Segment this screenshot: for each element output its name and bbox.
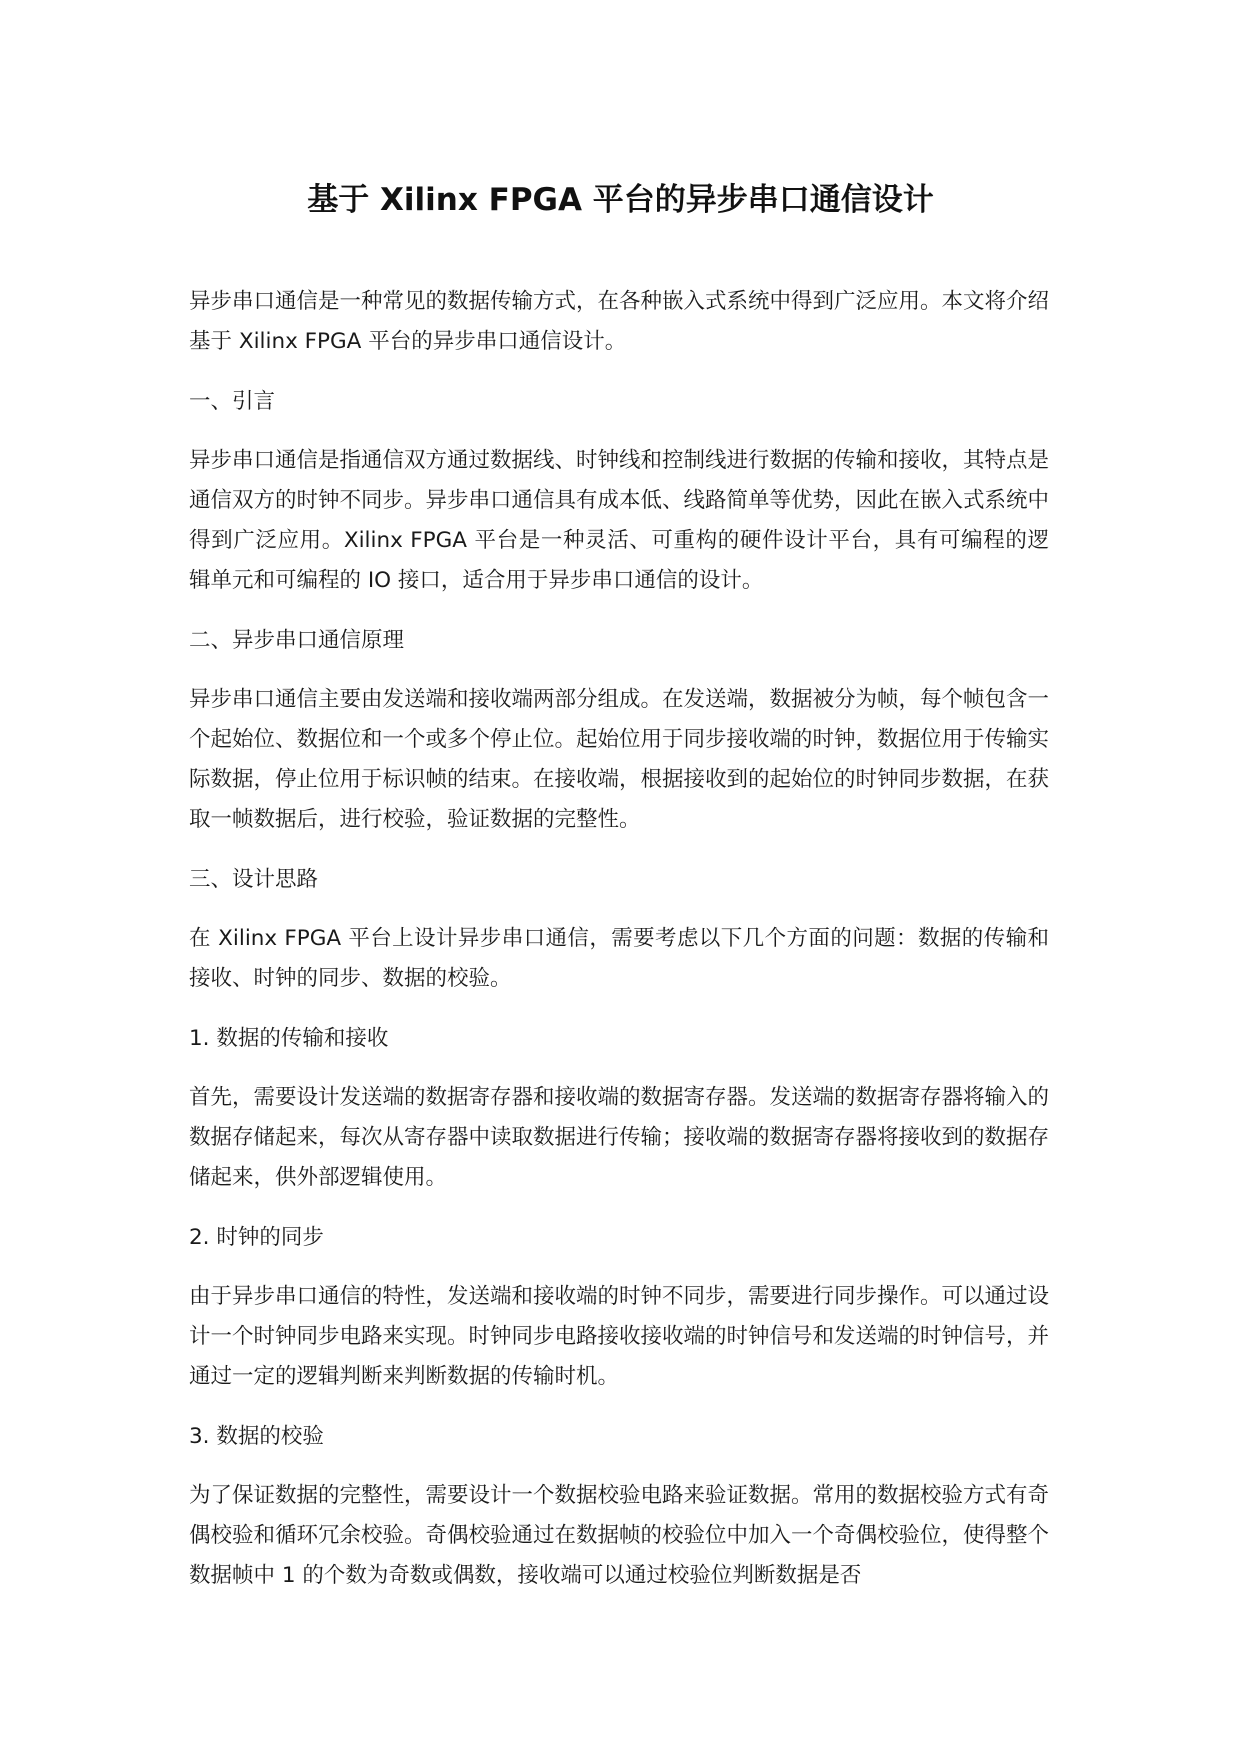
section-heading-introduction: 一、引言 <box>189 389 276 414</box>
document-body <box>189 282 1049 1616</box>
clock-sync-paragraph: 由于异步串口通信的特性，发送端和接收端的时钟不同步，需要进行同步操作。可以通过设计一个时钟同步电路来实现。时钟同步电路接收接收端的时钟信号和发送端的时钟信号，并通过一定的逻辑判断来判断数据的传输时机。 <box>189 1284 1050 1389</box>
subsection-heading-transfer: 1. 数据的传输和接收 <box>189 1026 389 1051</box>
design-paragraph: 在 Xilinx FPGA 平台上设计异步串口通信，需要考虑以下几个方面的问题：数据的传输和接收、时钟的同步、数据的校验。 <box>189 926 1049 991</box>
document-title: 基于 Xilinx FPGA 平台的异步串口通信设计 <box>307 182 934 218</box>
principle-paragraph: 异步串口通信主要由发送端和接收端两部分组成。在发送端，数据被分为帧，每个帧包含一个起始位、数据位和一个或多个停止位。起始位用于同步接收端的时钟，数据位用于传输实际数据，停止位用于标识帧的结束。在接收端，根据接收到的起始位的时钟同步数据，在获取一帧数据后，进行校验，验证数据的完整性。 <box>189 687 1050 832</box>
section-heading-design: 三、设计思路 <box>189 867 319 892</box>
transfer-paragraph: 首先，需要设计发送端的数据寄存器和接收端的数据寄存器。发送端的数据寄存器将输入的数据存储起来，每次从寄存器中读取数据进行传输；接收端的数据寄存器将接收到的数据存储起来，供外部逻辑使用。 <box>189 1085 1050 1190</box>
subsection-heading-verification: 3. 数据的校验 <box>189 1424 324 1449</box>
subsection-heading-clock-sync: 2. 时钟的同步 <box>189 1225 324 1250</box>
verification-paragraph: 为了保证数据的完整性，需要设计一个数据校验电路来验证数据。常用的数据校验方式有奇偶校验和循环冗余校验。奇偶校验通过在数据帧的校验位中加入一个奇偶校验位，使得整个数据帧中 1 的个数为奇数或偶数，接收端可以通过校验位判断数据是否 <box>189 1483 1050 1588</box>
introduction-paragraph: 异步串口通信是指通信双方通过数据线、时钟线和控制线进行数据的传输和接收，其特点是通信双方的时钟不同步。异步串口通信具有成本低、线路简单等优势，因此在嵌入式系统中得到广泛应用。Xilinx FPGA 平台是一种灵活、可重构的硬件设计平台，具有可编程的逻辑单元和可编程的 IO 接口，适合用于异步串口通信的设计。 <box>189 448 1050 593</box>
section-heading-principle: 二、异步串口通信原理 <box>189 628 405 653</box>
intro-paragraph: 异步串口通信是一种常见的数据传输方式，在各种嵌入式系统中得到广泛应用。本文将介绍基于 Xilinx FPGA 平台的异步串口通信设计。 <box>189 289 1050 354</box>
